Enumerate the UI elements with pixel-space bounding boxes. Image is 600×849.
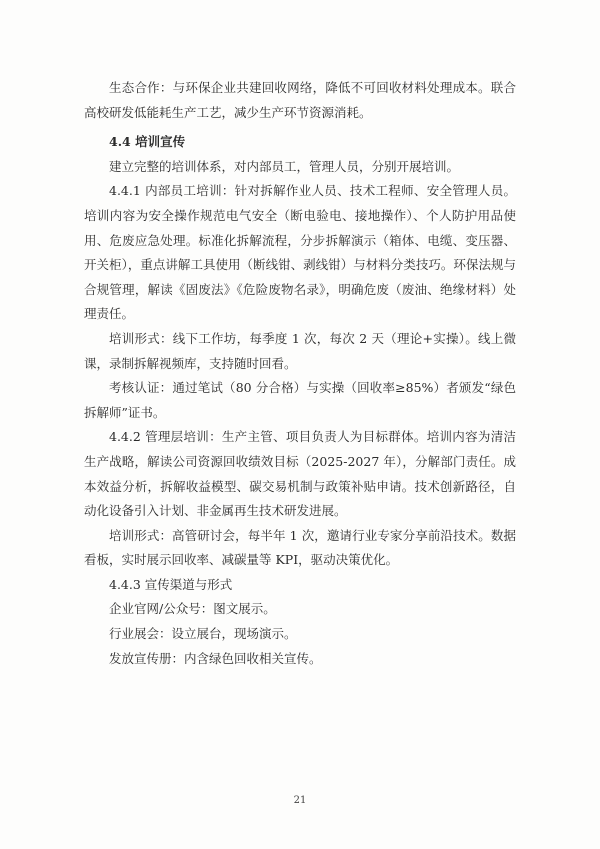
paragraph-eco-cooperation: 生态合作：与环保企业共建回收网络，降低不可回收材料处理成本。联合高校研发低能耗生产工艺，减少生产环节资源消耗。 <box>84 80 516 120</box>
paragraph-management-format: 培训形式：高管研讨会，每半年 1 次，邀请行业专家分享前沿技术。数据看板，实时展示回收率、减碳量等 KPI，驱动决策优化。 <box>84 527 516 568</box>
page-body <box>84 76 516 671</box>
paragraph-certification: 考核认证：通过笔试（80 分合格）与实操（回收率≥85%）者颁发“绿色拆解师”证书。 <box>84 380 516 420</box>
page-number: 21 <box>293 795 307 806</box>
paragraph-staff-training: 4.4.1 内部员工培训：针对拆解作业人员、技术工程师、安全管理人员。培训内容为安全操作规范电气安全（断电验电、接地操作）、个人防护用品使用、危废应急处理。标准化拆解流程，分步拆解演示（箱体、电缆、变压器、开关柜），重点讲解工具使用（断线钳、剥线钳）与材料分类技巧。环保法规与合规管理，解读《固废法》《危险废物名录》，明确危废（废油、绝缘材料）处理责任。 <box>84 183 516 322</box>
paragraph-training-format: 培训形式：线下工作坊，每季度 1 次，每次 2 天（理论+实操）。线上微课，录制拆解视频库，支持随时回看。 <box>84 330 516 371</box>
paragraph-brochure: 发放宣传册：内含绿色回收相关宣传。 <box>109 650 322 666</box>
section-heading-4-4: 4.4 培训宣传 <box>109 134 186 150</box>
subheading-4-4-3: 4.4.3 宣传渠道与形式 <box>109 576 233 592</box>
paragraph-training-system: 建立完整的培训体系，对内部员工，管理人员，分别开展培训。 <box>109 158 460 174</box>
paragraph-management-training: 4.4.2 管理层培训：生产主管、项目负责人为目标群体。培训内容为清洁生产战略，解读公司资源回收绩效目标（2025-2027 年），分解部门责任。成本效益分析，拆解收益模型、碳交易机制与政策补贴申请。技术创新路径，自动化设备引入计划、非金属再生技术研发进展。 <box>84 429 516 519</box>
paragraph-website: 企业官网/公众号：图文展示。 <box>109 601 276 617</box>
paragraph-exhibition: 行业展会：设立展台，现场演示。 <box>109 626 297 642</box>
